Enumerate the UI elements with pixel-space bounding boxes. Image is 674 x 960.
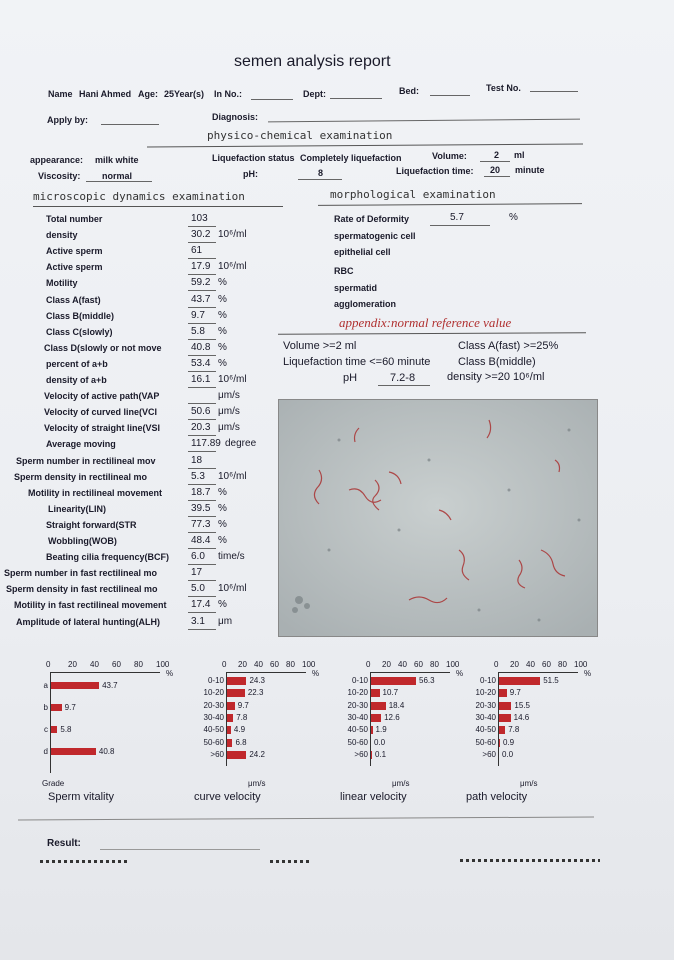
ph-underline [298,179,342,180]
physico-title: physico-chemical examination [207,129,393,142]
category-label: 50-60 [475,737,496,747]
bar [227,677,246,685]
micro-row-unit: 10⁶/ml [218,229,247,240]
bar [51,682,99,689]
micro-row-unit: μm/s [218,406,240,417]
micro-row-underline [188,387,216,388]
micro-row-underline [188,226,216,227]
micro-row-label: Sperm number in rectilineal mov [16,456,156,466]
test-label: Test No. [486,83,521,93]
micro-row-value: 59.2 [191,277,211,288]
micro-row-underline [188,242,216,243]
bar [227,726,231,734]
micro-row-unit: % [218,535,227,546]
category-label: d [43,747,48,756]
micro-row-value: 17.4 [191,599,211,610]
age-label: Age: [138,89,158,99]
axis-unit: % [166,669,174,678]
micro-row-label: Active sperm [46,246,103,256]
bar [227,714,233,722]
viscosity-label: Viscosity: [38,171,81,181]
bar-value-label: 0.1 [375,749,387,759]
appearance-value: milk white [95,155,139,165]
appendix-title: appendix:normal reference value [339,315,512,330]
micro-row-label: Motility in rectilineal movement [28,488,163,498]
micro-row-unit: μm/s [218,422,240,433]
appearance-label: appearance: [30,155,84,165]
micro-row-unit: time/s [218,551,245,562]
micro-row-label: Straight forward(STR [46,520,137,530]
micro-row-unit: % [218,487,227,498]
axis-tick-label: 20 [68,660,77,669]
category-label: 10-20 [203,688,224,698]
category-label: 50-60 [347,737,368,747]
micro-row-underline [188,484,216,485]
category-label: 10-20 [347,688,368,698]
axis-tick-label: 100 [156,660,170,669]
micro-row-value: 117.89 [191,438,221,449]
category-label: >60 [210,749,224,759]
cut-off-footer-line [40,858,600,866]
appendix-ph-value: 7.2-8 [390,372,416,384]
micro-row-label: Velocity of curved line(VCI [44,407,158,417]
volume-underline [480,161,510,162]
bar [371,702,386,710]
bar [227,751,246,759]
microscope-image [278,399,598,637]
micro-row-unit: 10⁶/ml [218,374,247,385]
micro-row-value: 5.0 [191,583,205,594]
bar-value-label: 4.9 [233,725,246,735]
axis-tick-label: 80 [286,660,295,669]
micro-row-underline [188,274,216,275]
micro-title: microscopic dynamics examination [33,190,245,203]
micro-row-unit: degree [225,438,257,449]
bar [499,677,540,685]
category-label: 20-30 [347,700,368,710]
epithelial-label: epithelial cell [334,247,391,257]
micro-row-underline [188,580,216,581]
category-label: b [43,703,48,712]
sperm-micrograph [279,400,597,636]
test-underline [530,91,578,92]
micro-row-label: Total number [46,214,103,224]
micro-row-label: Motility [46,278,78,288]
micro-row-underline [188,468,216,469]
bar-value-label: 56.3 [419,676,435,685]
bar-value-label: 0.0 [374,737,386,747]
appendix-class-a: Class A(fast) >=25% [458,340,559,352]
category-label: c [44,725,48,734]
bed-underline [430,95,470,96]
micro-row-label: percent of a+b [46,359,108,369]
chart-title: curve velocity [194,791,261,803]
x-axis-line [50,672,160,673]
micro-row-unit: μm/s [218,390,240,401]
micro-row-underline [188,500,216,501]
bar [371,677,416,685]
volume-unit: ml [514,150,525,160]
bar-value-label: 24.3 [249,676,266,685]
viscosity-underline [86,181,152,182]
micro-row-underline [188,307,216,308]
micro-row-underline [188,258,216,259]
micro-row-label: Sperm density in fast rectilineal mo [6,584,158,594]
bar-value-label: 7.8 [508,725,520,735]
micro-row-label: Class C(slowly) [46,327,113,337]
micro-row-label: Class D(slowly or not move [44,343,162,353]
micro-row-value: 39.5 [191,503,211,514]
category-label: 0-10 [479,676,496,685]
axis-tick-label: 100 [574,660,588,669]
bar [227,702,235,710]
category-label: a [43,681,48,690]
bar [499,702,511,710]
micro-row-unit: % [218,310,227,321]
micro-row-label: Velocity of straight line(VSI [44,423,161,433]
micro-row-underline [188,564,216,565]
appendix-volume: Volume >=2 ml [283,340,357,352]
axis-tick-label: 40 [526,660,535,669]
bar-value-label: 22.3 [247,688,264,698]
bar-value-label: 9.7 [64,703,76,712]
bar-value-label: 7.8 [236,712,248,722]
volume-label: Volume: [432,151,467,161]
bar [51,704,62,711]
deformity-unit: % [509,212,518,223]
appendix-class-b: Class B(middle) [458,356,536,368]
micro-row-underline [188,323,216,324]
liq-time-underline [484,176,510,177]
bar [227,739,232,747]
rbc-label: RBC [334,266,354,276]
micro-row-unit: 10⁶/ml [218,471,247,482]
micro-row-value: 61 [191,245,203,256]
bar-value-label: 51.5 [543,676,559,685]
axis-tick-label: 60 [414,660,423,669]
dept-underline [330,98,382,99]
dept-label: Dept: [303,89,326,99]
micro-row-value: 53.4 [191,358,211,369]
axis-tick-label: 0 [222,660,227,669]
micro-row-underline [188,355,216,356]
micro-row-underline [188,371,216,372]
micro-row-underline [188,548,216,549]
category-label: 0-10 [207,676,224,685]
micro-row-label: Active sperm [46,262,103,272]
axis-tick-label: 0 [46,660,51,669]
bar [51,726,57,733]
ph-value: 8 [318,168,324,178]
chart-curve-velocity [186,660,326,810]
axis-tick-label: 80 [430,660,439,669]
spermatid-label: spermatid [334,283,378,293]
name-value: Hani Ahmed [79,89,132,99]
axis-tick-label: 20 [382,660,391,669]
chart-xlabel: μm/s [520,779,538,788]
micro-row-underline [188,451,216,452]
chart-title: path velocity [466,791,528,803]
volume-value: 2 [494,150,500,160]
bar-value-label: 24.2 [249,749,265,759]
bar [227,689,245,697]
micro-row-value: 18.7 [191,487,211,498]
micro-row-value: 40.8 [191,342,211,353]
bar-value-label: 5.8 [60,725,72,734]
bar-value-label: 6.8 [235,737,247,747]
micro-row-underline [188,435,216,436]
micro-row-label: density of a+b [46,375,107,385]
micro-row-unit: % [218,519,227,530]
micro-row-label: Motility in fast rectilineal movement [14,600,167,610]
axis-tick-label: 60 [112,660,121,669]
apply-underline [101,124,159,125]
bar [371,751,372,759]
deformity-underline [430,225,490,226]
micro-row-underline [188,290,216,291]
micro-row-label: density [46,230,78,240]
bar-value-label: 15.5 [514,700,530,710]
appendix-liq: Liquefaction time <=60 minute [283,356,431,368]
micro-row-underline [188,629,216,630]
micro-row-unit: 10⁶/ml [218,583,247,594]
category-label: 30-40 [203,712,224,722]
micro-row-value: 16.1 [191,374,211,385]
result-underline [100,849,260,850]
micro-row-value: 5.3 [191,471,205,482]
bar [499,739,500,747]
bar-value-label: 9.7 [237,700,249,710]
bar-value-label: 40.8 [98,747,115,756]
appendix-ph-underline [378,385,430,386]
micro-rule [33,206,283,207]
bar-value-label: 18.4 [388,700,405,710]
micro-row-value: 30.2 [191,229,211,240]
micro-row-value: 9.7 [191,310,205,321]
liq-time-value: 20 [490,165,501,175]
deformity-label: Rate of Deformity [334,214,410,224]
micro-row-unit: μm [218,616,233,627]
micro-row-underline [188,403,216,404]
micro-row-value: 50.6 [191,406,211,417]
chart-xlabel: μm/s [248,779,266,788]
micro-row-label: Beating cilia frequency(BCF) [46,552,170,562]
micro-row-value: 5.8 [191,326,205,337]
bar-value-label: 43.7 [102,681,118,690]
category-label: 0-10 [351,676,368,685]
micro-row-value: 3.1 [191,616,205,627]
micro-row-unit: % [218,358,227,369]
micro-row-value: 77.3 [191,519,211,530]
category-label: 30-40 [347,712,368,722]
micro-row-underline [188,532,216,533]
liq-time-label: Liquefaction time: [396,166,474,176]
axis-tick-label: 40 [254,660,263,669]
micro-row-underline [188,612,216,613]
micro-row-unit: % [218,277,227,288]
axis-unit: % [312,669,320,678]
chart-xlabel: μm/s [392,779,410,788]
micro-row-value: 43.7 [191,294,211,305]
micro-row-label: Sperm number in fast rectilineal mo [4,568,158,578]
bar-value-label: 0.9 [503,737,515,747]
category-label: 50-60 [203,737,224,747]
spermatogenic-label: spermatogenic cell [334,231,416,241]
inno-label: In No.: [214,89,242,99]
report-title: semen analysis report [234,53,391,70]
inno-underline [251,99,293,100]
micro-row-value: 17.9 [191,261,211,272]
micro-row-label: Velocity of active path(VAP [44,391,160,401]
apply-label: Apply by: [47,115,89,125]
category-label: 40-50 [203,725,224,735]
chart-path-velocity [466,660,606,810]
axis-tick-label: 20 [510,660,519,669]
micro-row-unit: % [218,503,227,514]
chart-linear-velocity [330,660,472,810]
category-label: >60 [482,749,496,759]
bar [51,748,96,755]
axis-tick-label: 0 [366,660,371,669]
micro-row-underline [188,596,216,597]
name-label: Name [48,89,73,99]
axis-tick-label: 60 [542,660,551,669]
appendix-ph-label: pH [343,372,358,384]
category-label: >60 [354,749,368,759]
axis-tick-label: 40 [90,660,99,669]
bar-value-label: 10.7 [382,688,399,698]
micro-row-unit: % [218,294,227,305]
deformity-value: 5.7 [450,212,464,223]
axis-unit: % [456,669,464,678]
axis-tick-label: 0 [494,660,499,669]
liq-time-unit: minute [515,165,545,175]
bar [371,726,373,734]
micro-row-value: 18 [191,455,203,466]
micro-row-unit: % [218,599,227,610]
morph-rule [318,203,582,206]
bar-value-label: 9.7 [509,688,521,698]
bed-label: Bed: [399,86,419,96]
result-label: Result: [47,838,81,849]
axis-tick-label: 20 [238,660,247,669]
micro-row-unit: 10⁶/ml [218,261,247,272]
category-label: 30-40 [475,712,496,722]
axis-unit: % [584,669,592,678]
chart-title: Sperm vitality [48,791,115,803]
bar [499,689,507,697]
bar-value-label: 12.6 [384,712,400,722]
diagnosis-label: Diagnosis: [212,112,259,122]
micro-row-label: Sperm density in rectilineal mo [14,472,148,482]
x-axis-line [226,672,306,673]
x-axis-line [498,672,578,673]
bar [499,726,505,734]
micro-row-label: Amplitude of lateral hunting(ALH) [16,617,160,627]
diagnosis-underline [268,119,580,123]
x-axis-line [370,672,450,673]
age-value: 25Year(s) [164,89,205,99]
micro-row-label: Linearity(LIN) [48,504,107,514]
bar-value-label: 0.0 [502,749,514,759]
appendix-density: density >=20 10⁶/ml [447,371,545,383]
category-label: 40-50 [475,725,496,735]
micro-row-underline [188,419,216,420]
micro-row-label: Average moving [46,439,116,449]
chart-sperm-vitality [32,660,182,810]
appendix-rule [278,332,586,335]
viscosity-value: normal [102,171,133,181]
micro-row-value: 103 [191,213,208,224]
axis-tick-label: 100 [446,660,460,669]
physico-rule [147,143,583,147]
category-label: 20-30 [203,700,224,710]
liq-status-value: Completely liquefaction [300,153,402,163]
axis-tick-label: 80 [134,660,143,669]
axis-tick-label: 100 [302,660,316,669]
morph-title: morphological examination [330,188,496,201]
bar-value-label: 14.6 [513,712,530,722]
bar [499,714,511,722]
category-label: 40-50 [347,725,368,735]
axis-tick-label: 60 [270,660,279,669]
micro-row-value: 17 [191,567,203,578]
micro-row-value: 48.4 [191,535,211,546]
micro-row-label: Class B(middle) [46,311,115,321]
micro-row-label: Class A(fast) [46,295,101,305]
micro-row-unit: % [218,326,227,337]
bar [371,714,381,722]
micro-row-value: 6.0 [191,551,205,562]
category-label: 20-30 [475,700,496,710]
micro-row-underline [188,339,216,340]
agglomeration-label: agglomeration [334,299,397,309]
micro-row-label: Wobbling(WOB) [48,536,117,546]
category-label: 10-20 [475,688,496,698]
axis-tick-label: 40 [398,660,407,669]
ph-label: pH: [243,169,258,179]
footer-rule [18,816,594,820]
micro-row-underline [188,516,216,517]
axis-tick-label: 80 [558,660,567,669]
bar [371,689,380,697]
micro-row-value: 20.3 [191,422,211,433]
chart-xlabel: Grade [42,779,65,788]
liq-status-label: Liquefaction status [212,153,295,163]
bar-value-label: 1.9 [375,725,387,735]
chart-title: linear velocity [340,791,407,803]
micro-row-unit: % [218,342,227,353]
